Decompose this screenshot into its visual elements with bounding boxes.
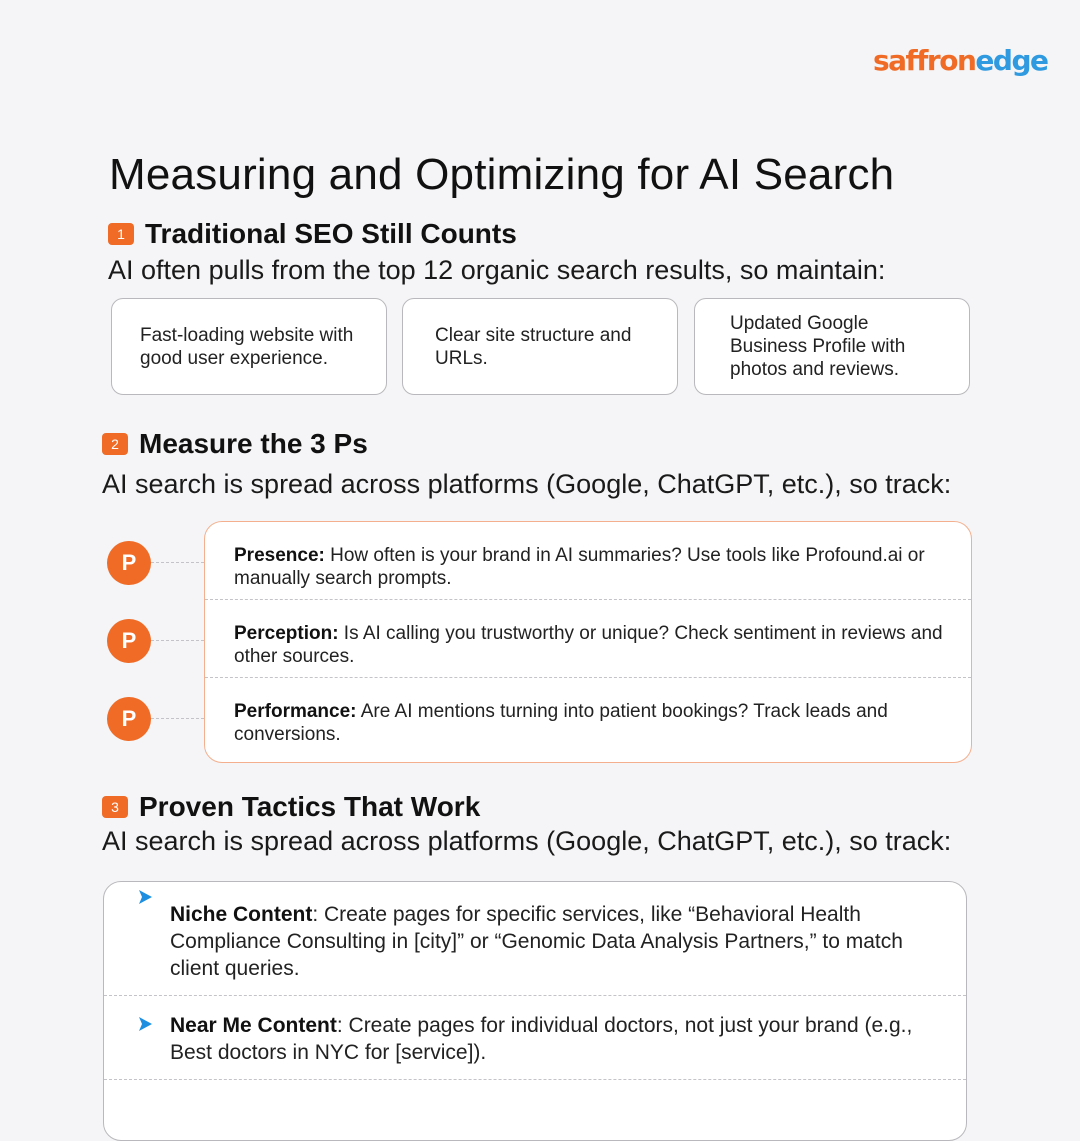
ps-row-perception: [205, 600, 971, 678]
ps-row-presence: [205, 522, 971, 600]
tactics-card: [103, 881, 967, 1141]
brand-logo-part1: saffron: [873, 44, 976, 77]
connector-line: [151, 640, 204, 641]
tactic-label: Niche Content: [170, 903, 313, 926]
seo-tip-text: Clear site structure and URLs.: [435, 324, 632, 369]
tactic-row-near-me: [104, 996, 966, 1080]
connector-line: [151, 718, 204, 719]
seo-tip-text: Updated Google Business Profile with photos and reviews.: [730, 313, 906, 380]
ps-row-performance: [205, 678, 971, 756]
p-badge-icon: P: [107, 619, 151, 663]
tactic-label: Near Me Content: [170, 1014, 337, 1037]
tactic-text: : Create pages for specific services, like “Behavioral Health Compliance Consulting in [city]” or “Genomic Data Analysis Partners,” to match client queries.: [170, 903, 903, 980]
brand-logo-part2: edge: [975, 44, 1048, 77]
arrow-bullet-icon: [136, 888, 154, 906]
section-title: Measure the 3 Ps: [139, 428, 368, 459]
ps-label: Perception:: [234, 623, 339, 644]
p-badge-icon: P: [107, 697, 151, 741]
section-intro: AI search is spread across platforms (Google, ChatGPT, etc.), so track:: [102, 469, 952, 499]
ps-text: How often is your brand in AI summaries? Use tools like Profound.ai or manually search prompts.: [234, 545, 925, 589]
seo-tip-box: [402, 298, 678, 395]
section-title: Traditional SEO Still Counts: [145, 218, 517, 249]
connector-line: [151, 562, 204, 563]
arrow-bullet-icon: [136, 1015, 154, 1033]
seo-tip-text: Fast-loading website with good user experience.: [140, 324, 354, 369]
section-number-badge: 3: [102, 796, 128, 818]
section-3-header: [102, 791, 480, 823]
section-number-badge: 2: [102, 433, 128, 455]
ps-text: Are AI mentions turning into patient bookings? Track leads and conversions.: [234, 701, 888, 745]
ps-text: Is AI calling you trustworthy or unique? Check sentiment in reviews and other sources.: [234, 623, 943, 667]
p-badge-icon: P: [107, 541, 151, 585]
three-ps-card: [204, 521, 972, 763]
seo-tip-box: [694, 298, 970, 395]
seo-tip-box: [111, 298, 387, 395]
ps-label: Presence:: [234, 545, 325, 566]
section-2-header: [102, 428, 368, 460]
section-title: Proven Tactics That Work: [139, 791, 481, 822]
section-intro: AI often pulls from the top 12 organic search results, so maintain:: [108, 255, 886, 285]
tactic-row-niche: [104, 882, 966, 996]
section-1-header: [108, 218, 517, 250]
page-title: Measuring and Optimizing for AI Search: [109, 150, 895, 199]
tactic-text: : Create pages for individual doctors, not just your brand (e.g., Best doctors in NYC for [service]).: [170, 1014, 913, 1064]
section-intro: AI search is spread across platforms (Google, ChatGPT, etc.), so track:: [102, 826, 952, 856]
brand-logo: [873, 44, 1047, 77]
section-number-badge: 1: [108, 223, 134, 245]
ps-label: Performance:: [234, 701, 357, 722]
